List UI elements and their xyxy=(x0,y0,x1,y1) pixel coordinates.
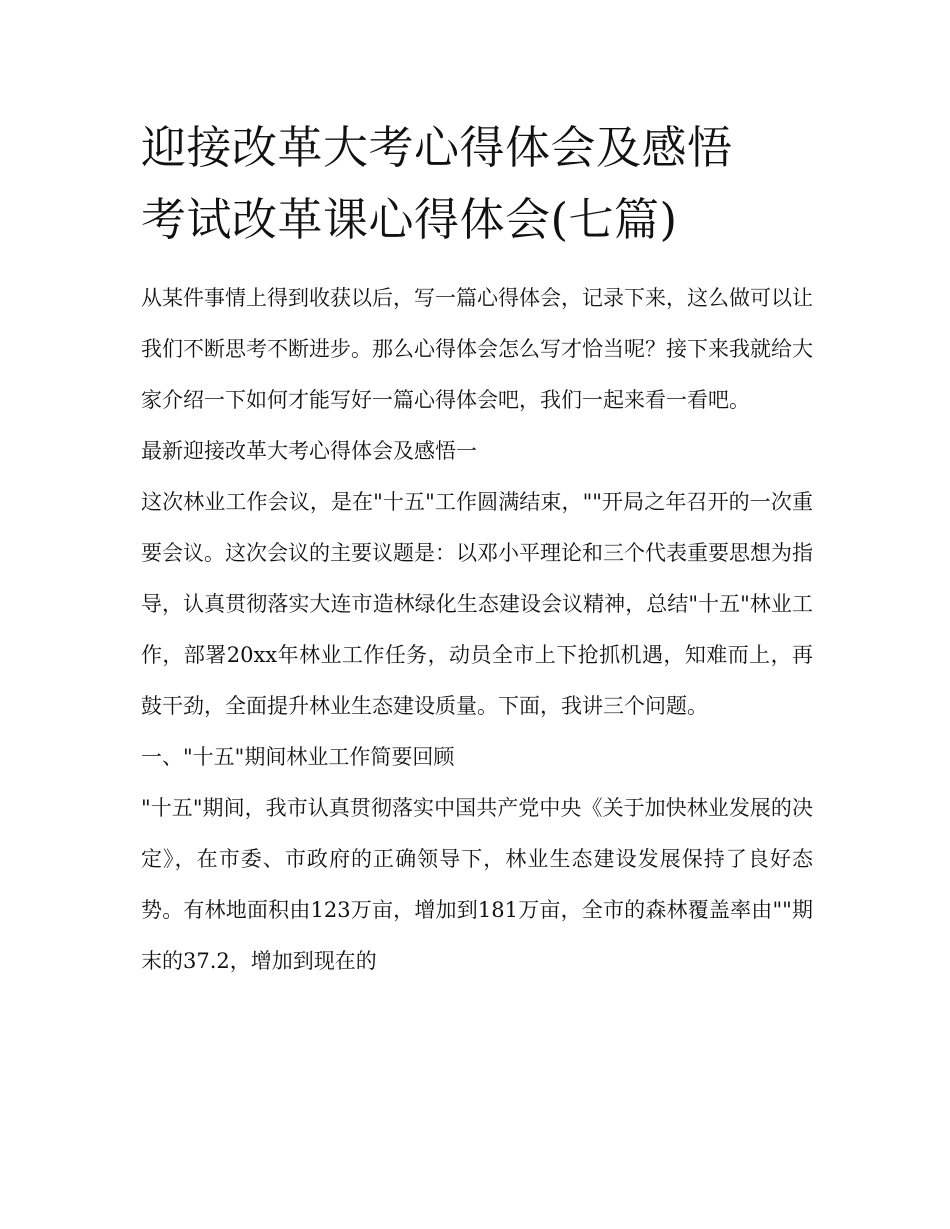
subheading-1: 一、"十五"期间林业工作简要回顾 xyxy=(141,745,455,769)
body-paragraph-2: "十五"期间，我市认真贯彻落实中国共产党中央《关于加快林业发展的决定》，在市委、市政府的正确领导下，林业生态建设发展保持了良好态势。有林地面积由123万亩，增加到181万亩，全市的森林覆盖率由""期末的37.2，增加到现在的 xyxy=(141,796,813,973)
document-content xyxy=(141,112,813,987)
document-body xyxy=(141,273,813,987)
body-paragraph-1: 这次林业工作会议，是在"十五"工作圆满结束，""开局之年召开的一次重要会议。这次会议的主要议题是：以邓小平理论和三个代表重要思想为指导，认真贯彻落实大连市造林绿化生态建设会议精神，总结"十五"林业工作，部署20xx年林业工作任务，动员全市上下抢抓机遇，知难而上，再鼓干劲，全面提升林业生态建设质量。下面，我讲三个问题。 xyxy=(141,490,813,718)
document-title xyxy=(141,112,813,256)
intro-paragraph: 从某件事情上得到收获以后，写一篇心得体会，记录下来，这么做可以让我们不断思考不断进步。那么心得体会怎么写才恰当呢？接下来我就给大家介绍一下如何才能写好一篇心得体会吧，我们一起来看一看吧。 xyxy=(141,286,813,412)
section-heading: 最新迎接改革大考心得体会及感悟一 xyxy=(141,439,477,463)
title-line-2: 考试改革课心得体会(七篇) xyxy=(141,193,678,246)
title-line-1: 迎接改革大考心得体会及感悟 xyxy=(141,121,733,174)
